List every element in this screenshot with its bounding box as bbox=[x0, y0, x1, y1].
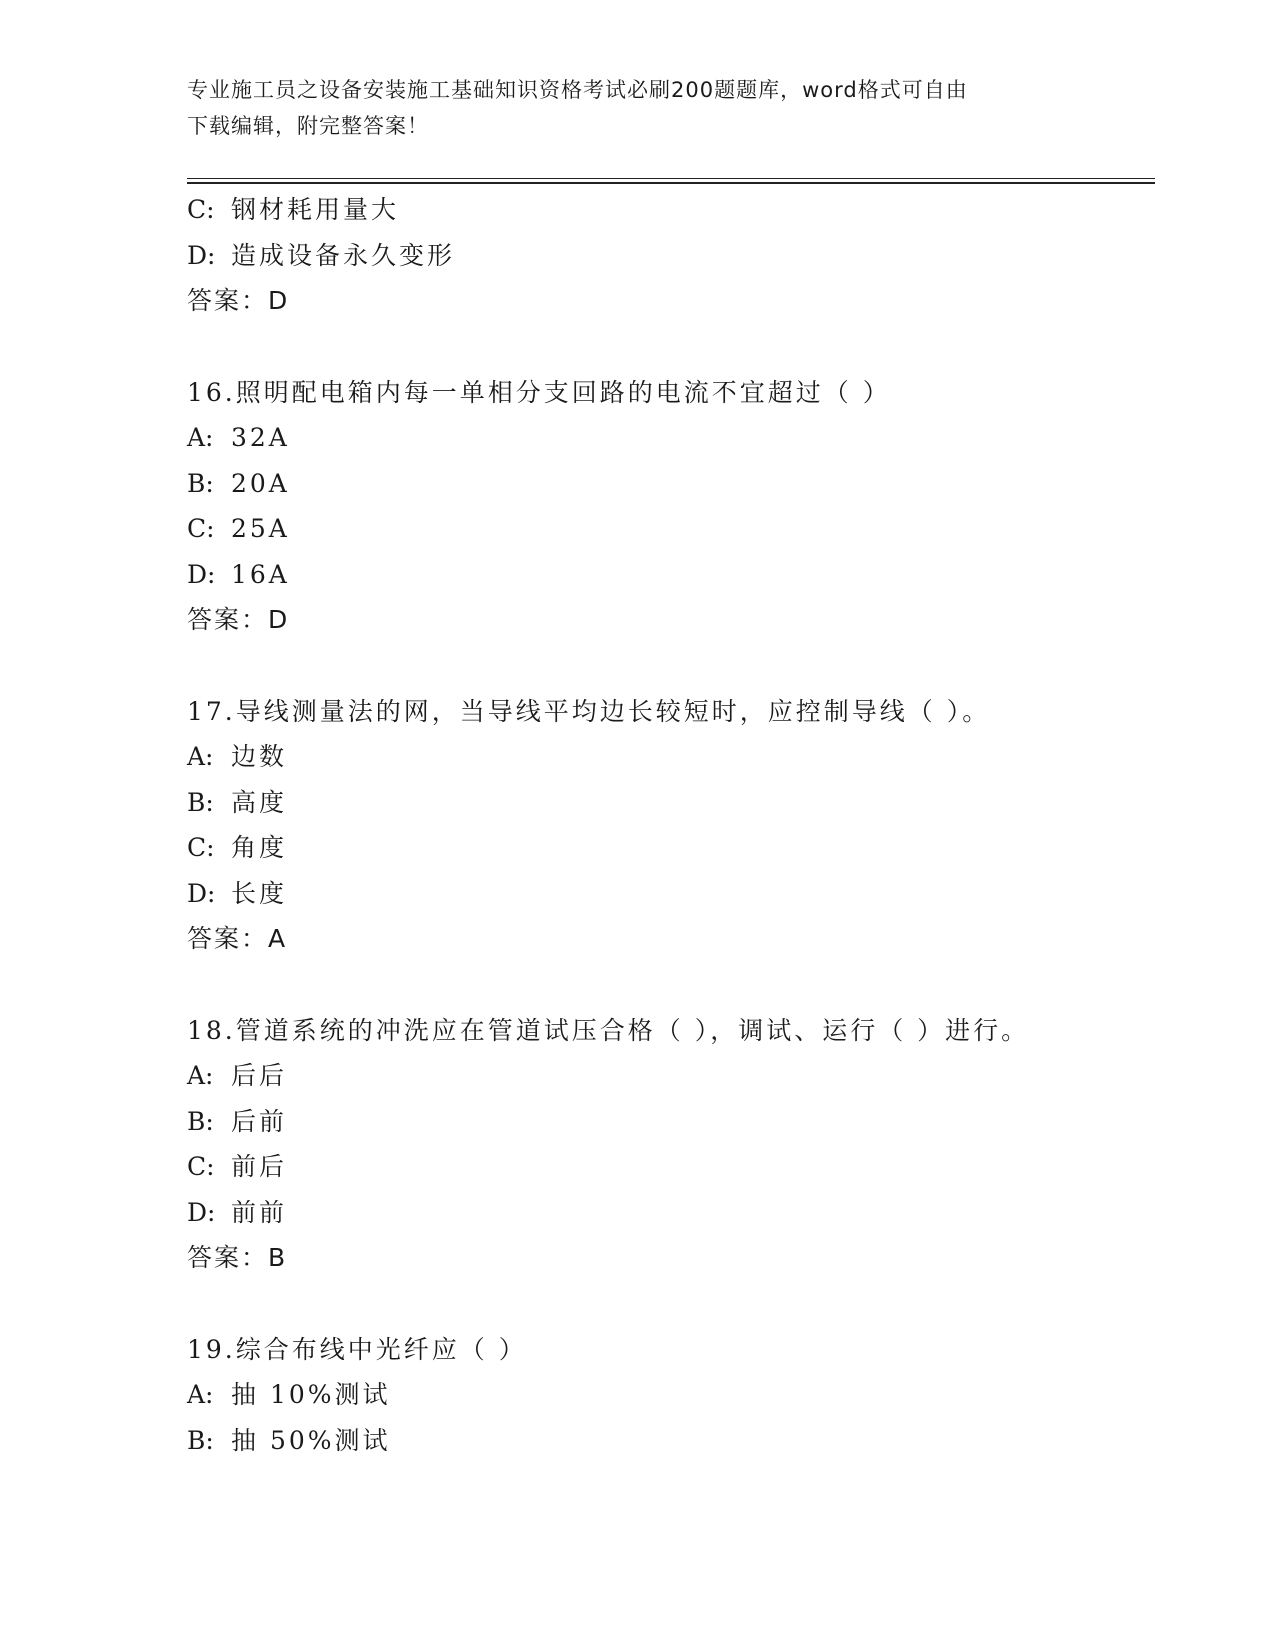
header-line-1: 专业施工员之设备安装施工基础知识资格考试必刷200题题库，word格式可自由 bbox=[187, 78, 968, 102]
option-text: 钢材耗用量大 bbox=[231, 195, 400, 224]
option-text: 造成设备永久变形 bbox=[231, 240, 456, 270]
option-letter: B: bbox=[187, 1425, 214, 1455]
answer-line: 答案：D bbox=[187, 286, 290, 315]
option-b bbox=[187, 461, 1155, 507]
option-c bbox=[187, 1144, 1155, 1190]
option-text: 前后 bbox=[231, 1152, 288, 1181]
question-text: 16.照明配电箱内每一单相分支回路的电流不宜超过（ ） bbox=[187, 377, 891, 407]
option-text: 角度 bbox=[231, 833, 288, 862]
option-d bbox=[187, 552, 1155, 598]
option-text: 后后 bbox=[231, 1061, 288, 1090]
option-c bbox=[187, 825, 1155, 871]
document-header bbox=[187, 72, 1067, 144]
option-c bbox=[187, 187, 1155, 233]
option-letter: B: bbox=[187, 787, 214, 817]
option-text: 边数 bbox=[231, 742, 288, 771]
header-divider bbox=[187, 178, 1155, 184]
question-text: 18.管道系统的冲洗应在管道试压合格（ ），调试、运行（ ）进行。 bbox=[187, 1015, 1030, 1045]
option-text: 抽 50%测试 bbox=[231, 1425, 391, 1455]
option-letter: D: bbox=[187, 559, 216, 589]
option-letter: A: bbox=[187, 1380, 214, 1409]
option-text: 16A bbox=[231, 559, 290, 589]
answer-line: 答案：A bbox=[187, 924, 288, 953]
option-text: 20A bbox=[231, 468, 290, 498]
question-block-16 bbox=[187, 370, 1155, 643]
option-text: 前前 bbox=[231, 1197, 288, 1227]
option-letter: A: bbox=[187, 742, 214, 771]
option-text: 32A bbox=[231, 423, 290, 452]
option-a bbox=[187, 1053, 1155, 1099]
option-b bbox=[187, 1418, 1155, 1464]
option-c bbox=[187, 506, 1155, 552]
option-a bbox=[187, 734, 1155, 780]
option-b bbox=[187, 780, 1155, 826]
option-text: 长度 bbox=[231, 878, 288, 908]
option-d bbox=[187, 233, 1155, 279]
option-letter: D: bbox=[187, 1197, 216, 1227]
option-text: 抽 10%测试 bbox=[231, 1380, 391, 1409]
question-block-18 bbox=[187, 1008, 1155, 1281]
header-line-2: 下载编辑，附完整答案！ bbox=[187, 114, 429, 138]
option-text: 高度 bbox=[231, 787, 288, 817]
option-letter: C: bbox=[187, 195, 215, 224]
question-block-17 bbox=[187, 689, 1155, 962]
option-letter: C: bbox=[187, 1152, 215, 1181]
option-letter: D: bbox=[187, 240, 216, 270]
question-text: 19.综合布线中光纤应（ ） bbox=[187, 1334, 527, 1364]
question-block-15 bbox=[187, 187, 1155, 324]
option-a bbox=[187, 1372, 1155, 1418]
option-b bbox=[187, 1099, 1155, 1145]
option-letter: C: bbox=[187, 833, 215, 862]
option-d bbox=[187, 1190, 1155, 1236]
option-letter: A: bbox=[187, 423, 214, 452]
answer-line: 答案：D bbox=[187, 605, 290, 634]
answer-line: 答案：B bbox=[187, 1243, 288, 1272]
option-text: 后前 bbox=[231, 1106, 288, 1136]
option-letter: A: bbox=[187, 1061, 214, 1090]
option-a bbox=[187, 415, 1155, 461]
option-letter: B: bbox=[187, 468, 214, 498]
option-d bbox=[187, 871, 1155, 917]
option-letter: D: bbox=[187, 878, 216, 908]
question-list bbox=[187, 187, 1155, 1463]
option-letter: B: bbox=[187, 1106, 214, 1136]
question-block-19 bbox=[187, 1327, 1155, 1464]
option-letter: C: bbox=[187, 514, 215, 543]
question-text: 17.导线测量法的网，当导线平均边长较短时，应控制导线（ ）。 bbox=[187, 696, 991, 726]
option-text: 25A bbox=[231, 514, 290, 543]
